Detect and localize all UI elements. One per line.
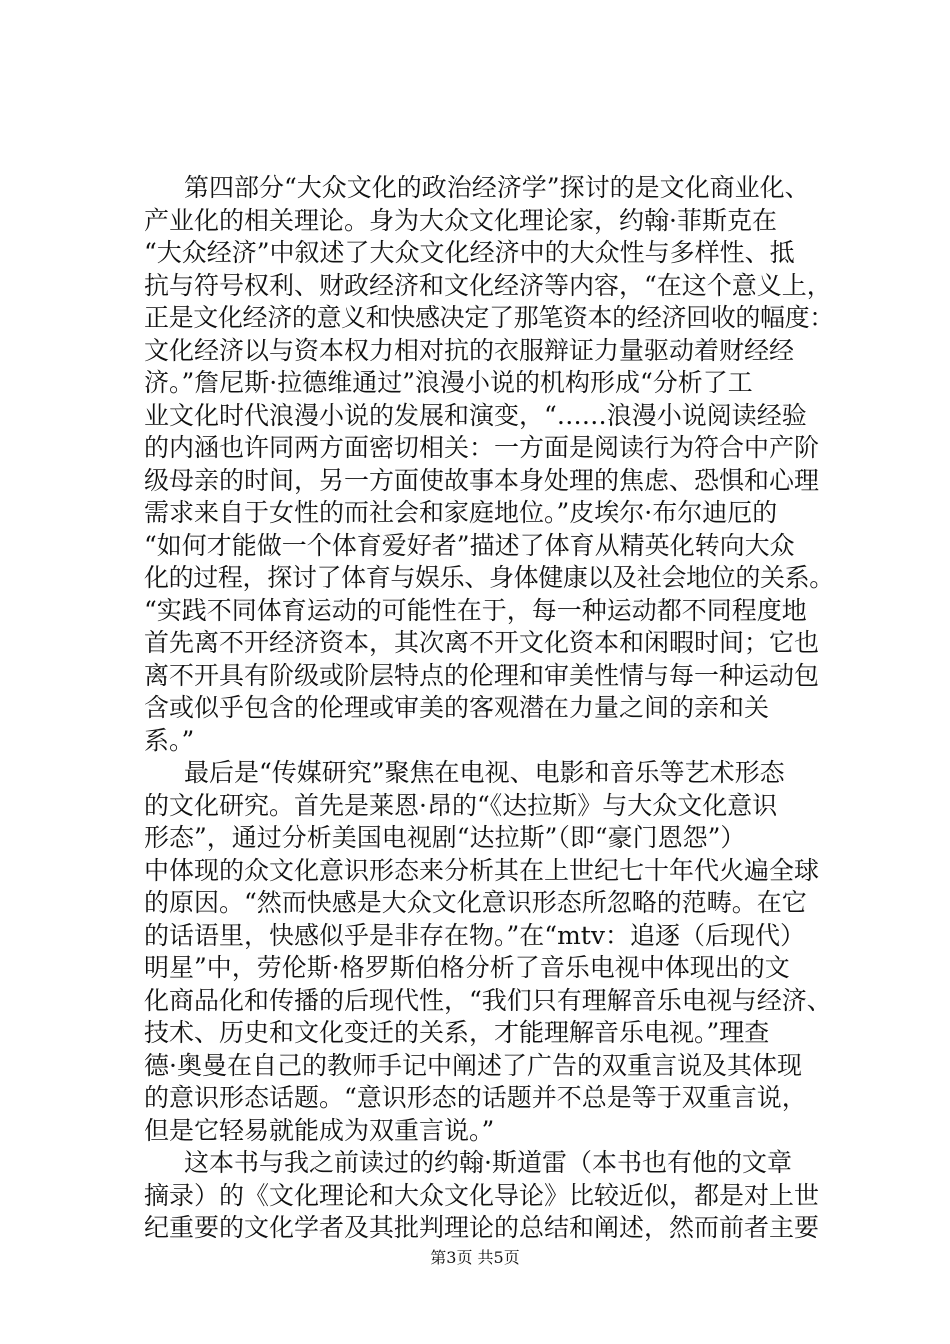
text-line: 需求来自于女性的而社会和家庭地位。”皮埃尔·布尔迪厄的 [144,498,778,527]
text-line: 但是它轻易就能成为双重言说。” [144,1115,495,1145]
text-line: 这本书与我之前读过的约翰·斯道雷（本书也有他的文章 [184,1148,792,1177]
body-text [144,172,834,1245]
paragraph-comparison [144,1147,834,1245]
text-line: 济。”詹尼斯·拉德维通过”浪漫小说的机构形成“分析了工 [144,368,753,397]
text-line: 正是文化经济的意义和快感决定了那笔资本的经济回收的幅度： [144,303,834,332]
text-line: 的原因。“然而快感是大众文化意识形态所忽略的范畴。在它 [144,888,807,917]
text-line: 中体现的众文化意识形态来分析其在上世纪七十年代火遍全球 [144,855,820,885]
text-line: 含或似乎包含的伦理或审美的客观潜在力量之间的亲和关 [144,693,770,722]
text-line: 文化经济以与资本权力相对抗的衣服辩证力量驱动着财经经 [144,335,795,365]
text-line: 系。” [144,725,195,755]
text-line: 产业化的相关理论。身为大众文化理论家，约翰·菲斯克在 [144,205,777,235]
text-line: 业文化时代浪漫小说的发展和演变，“……浪漫小说阅读经验 [144,400,807,430]
text-line: 形态”，通过分析美国电视剧“达拉斯”（即“豪门恩怨”） [144,823,746,852]
text-line: 首先离不开经济资本，其次离不开文化资本和闲暇时间；它也 [144,628,820,657]
text-line: “实践不同体育运动的可能性在于，每一种运动都不同程度地 [144,595,807,625]
text-line: 明星”中，劳伦斯·格罗斯伯格分析了音乐电视中体现出的文 [144,953,790,982]
text-line: 级母亲的时间，另一方面使故事本身处理的焦虑、恐惧和心理 [144,465,820,495]
text-line: 的内涵也许同两方面密切相关：一方面是阅读行为符合中产阶 [144,433,820,462]
text-line: 摘录）的《文化理论和大众文化导论》比较近似，都是对上世 [144,1180,820,1210]
text-line: 德·奥曼在自己的教师手记中阐述了广告的双重言说及其体现 [144,1050,802,1080]
text-line: 的意识形态话题。“意识形态的话题并不总是等于双重言说， [144,1083,807,1112]
text-line: “大众经济”中叙述了大众文化经济中的大众性与多样性、抵 [144,238,795,267]
page-footer [0,1248,950,1268]
page-number: 第3页 共5页 [430,1248,520,1267]
text-line: 纪重要的文化学者及其批判理论的总结和阐述，然而前者主要 [144,1213,820,1242]
text-line: 离不开具有阶级或阶层特点的伦理和审美性情与每一种运动包 [144,660,820,690]
text-line: 最后是“传媒研究”聚焦在电视、电影和音乐等艺术形态 [184,758,785,787]
text-line: 抗与符号权利、财政经济和文化经济等内容，“在这个意义上， [144,270,832,300]
text-line: 的文化研究。首先是莱恩·昂的“《达拉斯》与大众文化意识 [144,790,778,820]
paragraph-media-studies [144,757,834,1147]
text-line: 第四部分“大众文化的政治经济学”探讨的是文化商业化、 [184,173,810,202]
text-line: 化的过程，探讨了体育与娱乐、身体健康以及社会地位的关系。 [144,563,834,592]
text-line: 的话语里，快感似乎是非存在物。”在“mtv：追逐（后现代） [144,920,805,950]
text-line: 化商品化和传播的后现代性，“我们只有理解音乐电视与经济、 [144,985,832,1015]
paragraph-political-economy [144,172,834,757]
text-line: “如何才能做一个体育爱好者”描述了体育从精英化转向大众 [144,530,795,560]
text-line: 技术、历史和文化变迁的关系，才能理解音乐电视。”理查 [144,1018,770,1047]
